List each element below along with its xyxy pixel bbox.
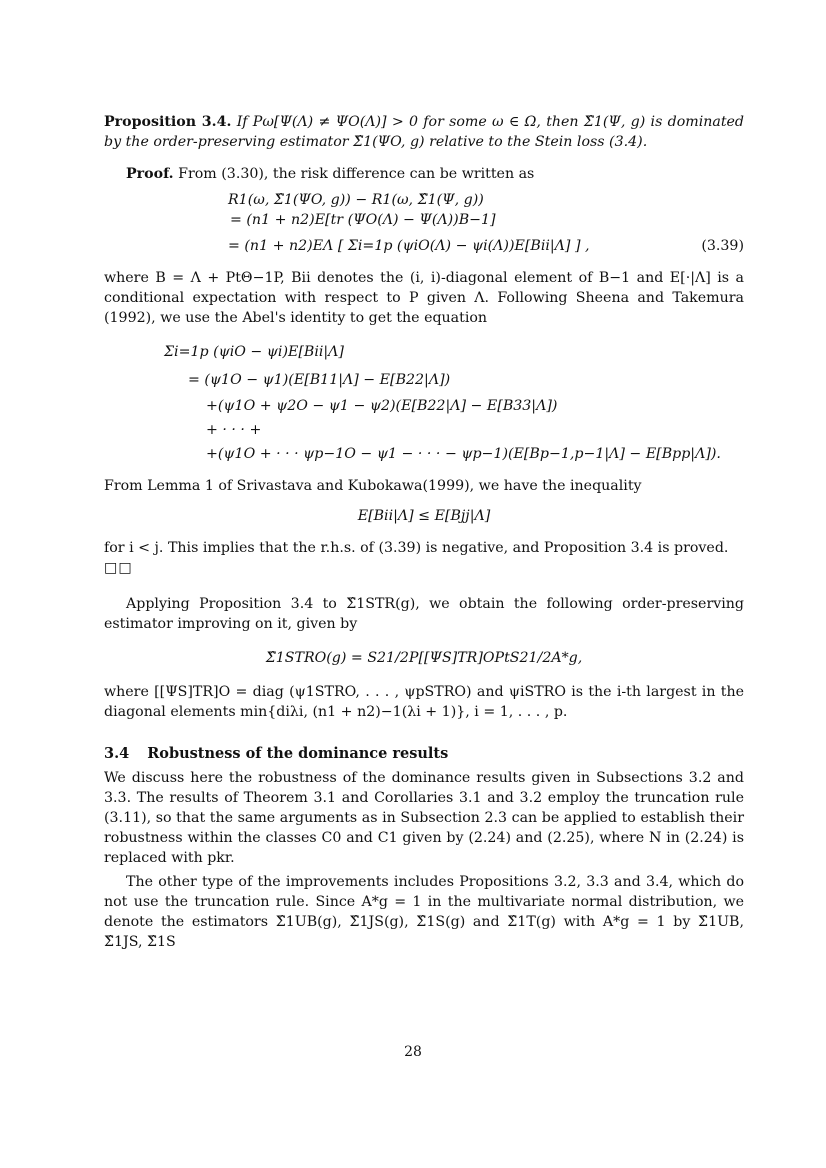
equation-3-39 bbox=[228, 190, 744, 256]
page-number: 28 bbox=[404, 1044, 422, 1060]
proposition-statement: If Pω[Ψ(Λ) ≠ ΨO(Λ)] > 0 for some ω ∈ Ω, then Σ̂1(Ψ, g) is dominated by the order-preserving estimator Σ̂1(ΨO, g) relative to the Stein loss (3.4). bbox=[104, 114, 745, 150]
proof-intro bbox=[104, 164, 744, 184]
abel-line-5: +(ψ1O + · · · ψp−1O − ψ1 − · · · − ψp−1)(E[Bp−1,p−1|Λ] − E[Bpp|Λ]). bbox=[206, 446, 721, 462]
section-paragraph-1: We discuss here the robustness of the dominance results given in Subsections 3.2 and 3.3. The results of Theorem 3.1 and Corollaries 3.1 and 3.2 employ the truncation rule (3.11), so that the same arguments as in Subsection 2.3 can be applied to establish their robustness within the classes C0 and C1 given by (2.24) and (2.25), where N in (2.24) is replaced with pkr. bbox=[104, 770, 744, 866]
stro-equation: Σ̂1STRO(g) = S21/2P[[ΨS]TR]OPtS21/2A*g, bbox=[265, 650, 583, 666]
equation-number: (3.39) bbox=[701, 238, 744, 254]
abel-line-4: + · · · + bbox=[206, 422, 262, 438]
proof-intro-text: From (3.30), the risk difference can be written as bbox=[178, 166, 535, 182]
eq-line-1: R1(ω, Σ̂1(ΨO, g)) − R1(ω, Σ̂1(Ψ, g)) bbox=[228, 192, 484, 208]
page-body bbox=[104, 112, 744, 952]
proposition-3-4 bbox=[104, 112, 744, 152]
conclusion-paragraph: for i < j. This implies that the r.h.s. of (3.39) is negative, and Proposition 3.4 is proved. bbox=[104, 540, 729, 556]
proof-label: Proof. bbox=[126, 166, 174, 182]
section-paragraph-2: The other type of the improvements includes Propositions 3.2, 3.3 and 3.4, which do not use the truncation rule. Since A*g = 1 in the multivariate normal distribution, we denote the estimators Σ̂1UB(g), Σ̂1JS(g), Σ̂1S(g) and Σ̂1T(g) with A*g = 1 by Σ̂1UB, Σ̂1JS, Σ̂1S bbox=[104, 874, 744, 950]
stro-where-paragraph: where [[ΨS]TR]O = diag (ψ1STRO, . . . , ψpSTRO) and ψiSTRO is the i-th largest in the diagonal elements min{diλi, (n1 + n2)−1(λi + 1)}, i = 1, . . . , p. bbox=[104, 684, 744, 720]
inequality: E[Bii|Λ] ≤ E[Bjj|Λ] bbox=[357, 508, 491, 524]
where-paragraph: where B = Λ + PtΘ−1P, Bii denotes the (i, i)-diagonal element of B−1 and E[·|Λ] is a conditional expectation with respect to P given Λ. Following Sheena and Takemura (1992), we use the Abel's identity to get the equation bbox=[104, 270, 744, 326]
abel-line-2: = (ψ1O − ψ1)(E[B11|Λ] − E[B22|Λ]) bbox=[188, 372, 451, 388]
abel-identity bbox=[164, 342, 744, 464]
section-heading bbox=[104, 744, 744, 764]
abel-line-3: +(ψ1O + ψ2O − ψ1 − ψ2)(E[B22|Λ] − E[B33|Λ]) bbox=[206, 398, 558, 414]
eq-line-2: = (n1 + n2)E[tr (ΨO(Λ) − Ψ(Λ))B−1] bbox=[230, 212, 496, 228]
applying-paragraph: Applying Proposition 3.4 to Σ̂1STR(g), we obtain the following order-preserving estimator improving on it, given by bbox=[104, 596, 744, 632]
lemma-paragraph: From Lemma 1 of Srivastava and Kubokawa(1999), we have the inequality bbox=[104, 478, 642, 494]
abel-line-1: Σi=1p (ψiO − ψi)E[Bii|Λ] bbox=[164, 344, 344, 360]
section-title: Robustness of the dominance results bbox=[147, 745, 449, 762]
proposition-label: Proposition 3.4. bbox=[104, 114, 232, 130]
qed-symbol: □□ bbox=[104, 560, 133, 576]
eq-line-3: = (n1 + n2)EΛ [ Σi=1p (ψiO(Λ) − ψi(Λ))E[Bii|Λ] ] , bbox=[228, 238, 590, 254]
section-number: 3.4 bbox=[104, 745, 130, 762]
